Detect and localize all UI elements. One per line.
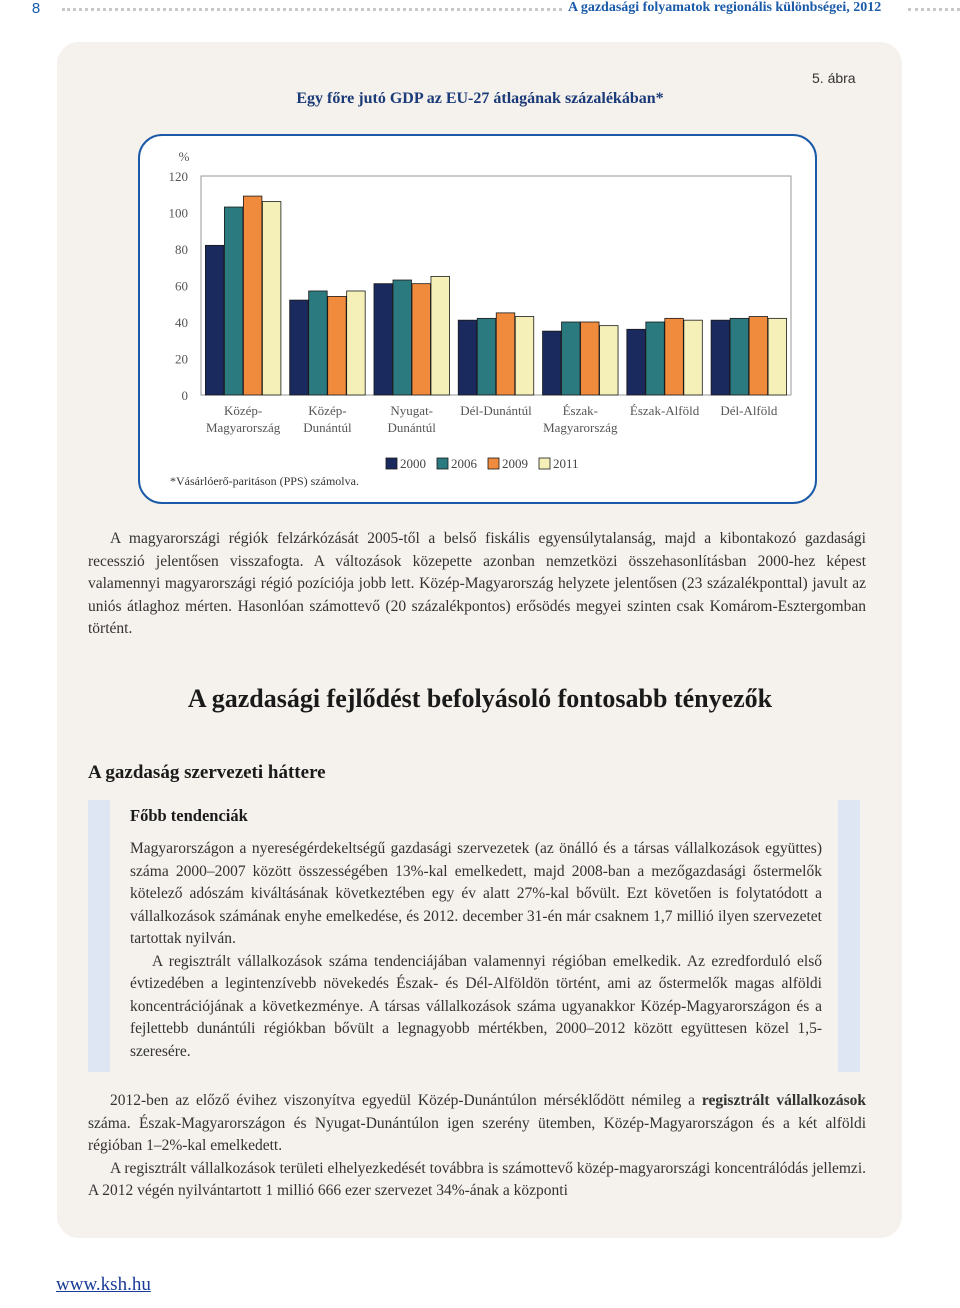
bar-2009 (496, 313, 515, 395)
y-tick-label: 0 (181, 388, 188, 403)
y-axis-unit-label: % (178, 149, 190, 164)
website-link[interactable]: www.ksh.hu (56, 1274, 151, 1295)
bar-2011 (347, 291, 366, 395)
legend-label-2000: 2000 (400, 456, 426, 471)
bar-2009 (328, 296, 347, 395)
section-subheading: A gazdaság szervezeti háttere (88, 762, 326, 783)
x-category-label: Dél-Dunántúl (460, 403, 532, 418)
x-category-label: Magyarország (543, 420, 618, 435)
bar-2006 (393, 280, 412, 395)
bar-2009 (581, 322, 600, 395)
y-tick-label: 80 (175, 242, 188, 257)
bar-2006 (224, 207, 243, 395)
x-category-label: Észak- (562, 403, 598, 418)
intro-paragraph-text: A magyarországi régiók felzárkózását 2005-től a belső fiskális egyensúlytalanság, majd a kibontakozó gazdasági recesszió jelentősen visszafogta. A változások közepette azonban nemzetközi összehasonlításban 2000-hez képest valamennyi magyarországi régió pozíciója jobb lett. Közép-Magyarország helyzete jelentősen (23 százalékponttal) javult az uniós átlaghoz mérten. Hasonlóan számottevő (20 százalékpontos) erősödés megyei szinten csak Komárom-Esztergomban történt. (88, 530, 866, 637)
bar-2000 (374, 284, 393, 395)
body-paragraph-2: A regisztrált vállalkozások területi elhelyezkedését továbbra is számottevő közép-magyarországi koncentrálódás jellemzi. A 2012 végén nyilvántartott 1 millió 666 ezer szervezet 34%-ának a központi (88, 1159, 866, 1199)
bar-2006 (309, 291, 328, 395)
bar-2009 (243, 196, 262, 395)
legend-swatch-2011 (539, 458, 550, 469)
body-text (88, 1090, 866, 1204)
box-paragraph-2: A regisztrált vállalkozások száma tendenciájában valamennyi régióban emelkedik. Az ezredforduló első évtizedében a legintenzívebb növekedés Észak- és Dél-Alföldön történt, ami az őstermelők magas alföldi koncentrációjának a következménye. A társas vállalkozások száma ugyanakkor Közép-Magyarországon és a fejlettebb dunántúli régiókban bővült a legnagyobb mértékben, 2000–2012 között együttesen közel 1,5-szeresére. (130, 952, 822, 1060)
chart-frame (138, 134, 817, 504)
box-accent-right (838, 800, 860, 1072)
legend-swatch-2006 (437, 458, 448, 469)
figure-number: 5. ábra (812, 70, 856, 86)
body-paragraph-1-end: száma. Észak-Magyarországon és Nyugat-Dunántúlon igen szerény ütemben, Közép-Magyarországon és a két alföldi régióban 1–2%-kal emelkedett. (88, 1114, 866, 1154)
header-dotted-rule-left (62, 8, 562, 11)
bar-2006 (562, 322, 581, 395)
bar-2009 (412, 284, 431, 395)
bar-2011 (431, 276, 450, 395)
legend-label-2011: 2011 (553, 456, 579, 471)
intro-paragraph (88, 528, 866, 644)
body-paragraph-1 (88, 1090, 866, 1158)
bar-2000 (458, 320, 477, 395)
box-paragraph-1: Magyarországon a nyereségérdekeltségű gazdasági szervezetek (az önálló és a társas vállalkozások együttes) száma 2000–2007 között összességében 13%-kal emelkedett, majd 2008-ban a mezőgazdasági őstermelők kötelező adószám kiváltásának következtében egy év alatt 27%-kal bővült. Ezt követően is folytatódott a vállalkozások számának enyhe emelkedése, és 2012. december 31-én már csaknem 1,7 millió ilyen szervezetet tartottak nyilván. (130, 840, 822, 947)
page-number: 8 (31, 0, 41, 17)
page-header (0, 0, 960, 26)
bar-2000 (205, 245, 224, 395)
figure-footnote: *Vásárlóerő-paritáson (PPS) számolva. (170, 474, 359, 488)
section-heading: A gazdasági fejlődést befolyásoló fontosabb tényezők (187, 684, 773, 713)
body-paragraph-1-bold: regisztrált vállalkozások (701, 1092, 867, 1109)
bar-2011 (262, 202, 281, 395)
box-title: Főbb tendenciák (130, 806, 248, 825)
bar-2006 (730, 318, 749, 395)
bar-2011 (684, 320, 703, 395)
x-category-label: Dunántúl (387, 420, 436, 435)
bar-2000 (543, 331, 562, 395)
legend-label-2009: 2009 (502, 456, 528, 471)
box-accent-left (88, 800, 110, 1072)
x-category-label: Dél-Alföld (720, 403, 778, 418)
bar-2000 (711, 320, 730, 395)
bar-2011 (768, 318, 787, 395)
bar-2009 (749, 317, 768, 395)
x-category-label: Észak-Alföld (629, 403, 700, 418)
x-category-label: Dunántúl (303, 420, 352, 435)
figure-title: Egy főre jutó GDP az EU-27 átlagának százalékában* (296, 90, 664, 107)
x-category-label: Magyarország (205, 420, 281, 435)
body-paragraph-1-start: 2012-ben az előző évihez viszonyítva egyedül Közép-Dunántúlon mérséklődött némileg a (110, 1092, 702, 1109)
header-dotted-rule-right (908, 8, 960, 11)
legend-label-2006: 2006 (451, 456, 477, 471)
y-tick-label: 120 (168, 169, 188, 184)
bar-chart (140, 136, 815, 502)
legend-swatch-2000 (386, 458, 397, 469)
x-category-label: Közép- (308, 403, 347, 418)
bar-2009 (665, 318, 684, 395)
legend-swatch-2009 (488, 458, 499, 469)
running-title: A gazdasági folyamatok regionális különbségei, 2012 (568, 0, 882, 15)
y-tick-label: 20 (175, 351, 188, 367)
x-category-label: Nyugat- (390, 403, 434, 418)
bar-2006 (646, 322, 665, 395)
x-category-label: Közép- (224, 403, 263, 418)
bar-2006 (477, 318, 496, 395)
y-tick-label: 40 (175, 315, 188, 330)
bar-2000 (627, 329, 646, 395)
bar-2011 (515, 317, 534, 395)
y-tick-label: 100 (168, 205, 188, 221)
bar-2011 (600, 326, 619, 395)
bar-2000 (290, 300, 309, 395)
y-tick-label: 60 (175, 278, 188, 294)
trends-box-text (130, 838, 822, 1068)
